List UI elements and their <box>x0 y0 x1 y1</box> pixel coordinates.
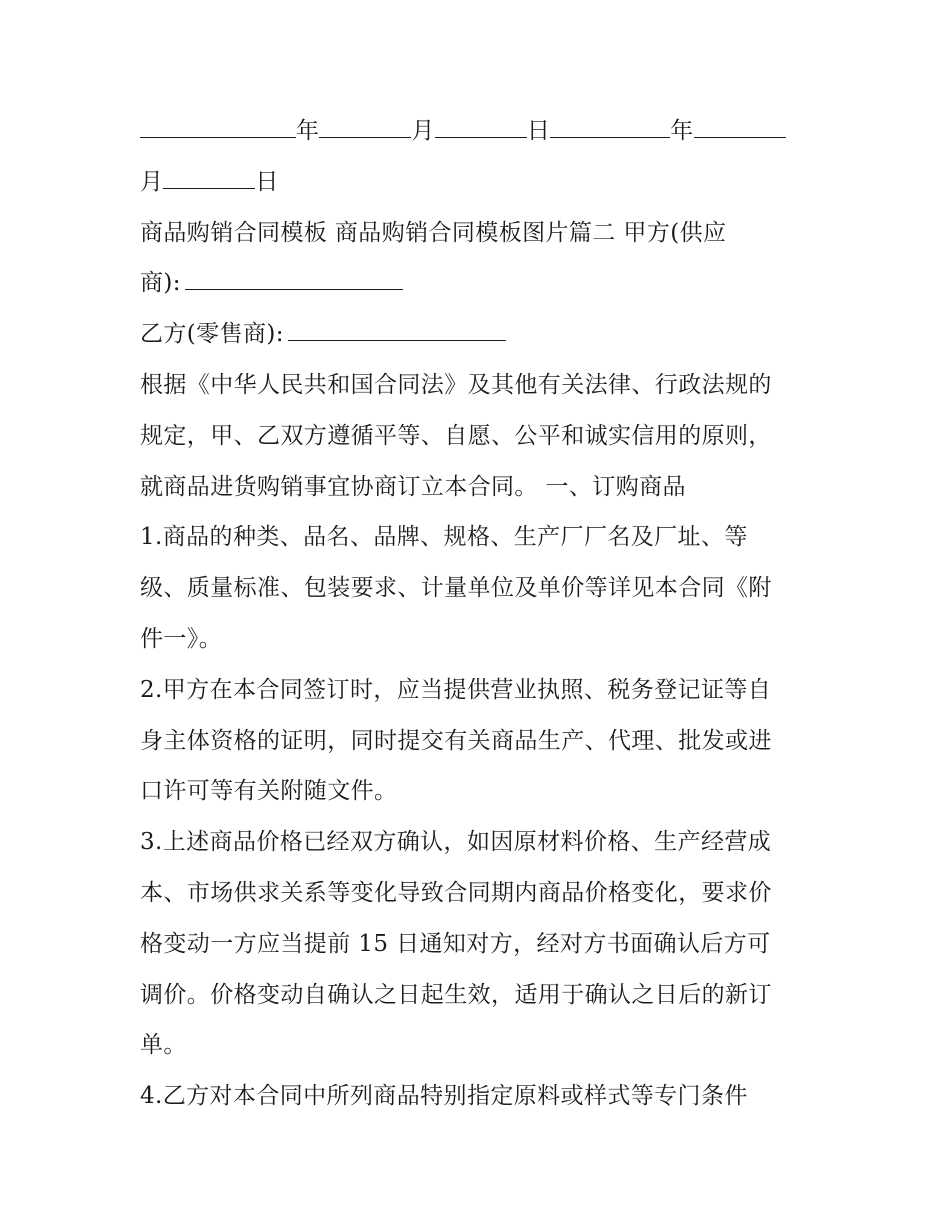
text-line: 件一》。 <box>140 625 223 652</box>
text-line: 调价。价格变动自确认之日起生效，适用于确认之日后的新订 <box>140 981 772 1008</box>
document-body <box>140 106 820 1122</box>
blank-field <box>694 117 786 138</box>
text-line: 口许可等有关附随文件。 <box>140 778 398 805</box>
party-a-line <box>140 258 820 309</box>
party-a-blank <box>185 269 403 290</box>
date-month-label: 月 <box>411 118 435 144</box>
date-day-label: 日 <box>255 168 279 195</box>
blank-field <box>319 117 411 138</box>
date-line <box>140 106 820 157</box>
text-line: 规定，甲、乙双方遵循平等、自愿、公平和诚实信用的原则， <box>140 422 772 449</box>
date-day-label: 日 <box>526 118 551 144</box>
blank-field <box>163 168 255 189</box>
blank-field <box>140 117 296 138</box>
party-b-line <box>140 309 820 360</box>
blank-field <box>435 117 527 138</box>
text-line: 4.乙方对本合同中所列商品特别指定原料或样式等专门条件 <box>140 1083 748 1110</box>
party-b-blank <box>288 320 506 341</box>
text-line: 根据《中华人民共和国合同法》及其他有关法律、行政法规的 <box>140 371 772 398</box>
party-a-label: 商): <box>140 270 181 297</box>
text-line: 就商品进货购销事宜协商订立本合同。 一、订购商品 <box>140 473 686 500</box>
text-line: 级、质量标准、包装要求、计量单位及单价等详见本合同《附 <box>140 575 772 602</box>
date-month-label: 月 <box>140 168 164 195</box>
text-line: 身主体资格的证明，同时提交有关商品生产、代理、批发或进 <box>140 727 772 754</box>
text-line: 2.甲方在本合同签订时，应当提供营业执照、税务登记证等自 <box>140 676 772 703</box>
blank-field <box>550 117 670 138</box>
title-line: 商品购销合同模板 商品购销合同模板图片篇二 甲方(供应 <box>140 219 727 246</box>
text-line: 格变动一方应当提前 15 日通知对方，经对方书面确认后方可 <box>140 930 771 957</box>
text-line: 本、市场供求关系等变化导致合同期内商品价格变化，要求价 <box>140 879 772 906</box>
date-line-continued <box>140 157 820 208</box>
date-year-label: 年 <box>296 118 320 144</box>
text-line: 单。 <box>140 1032 187 1059</box>
text-line: 1.商品的种类、品名、品牌、规格、生产厂厂名及厂址、等 <box>140 524 748 551</box>
date-year-label: 年 <box>670 118 694 144</box>
text-line: 3.上述商品价格已经双方确认，如因原材料价格、生产经营成 <box>140 829 772 856</box>
party-b-label: 乙方(零售商): <box>140 321 284 348</box>
